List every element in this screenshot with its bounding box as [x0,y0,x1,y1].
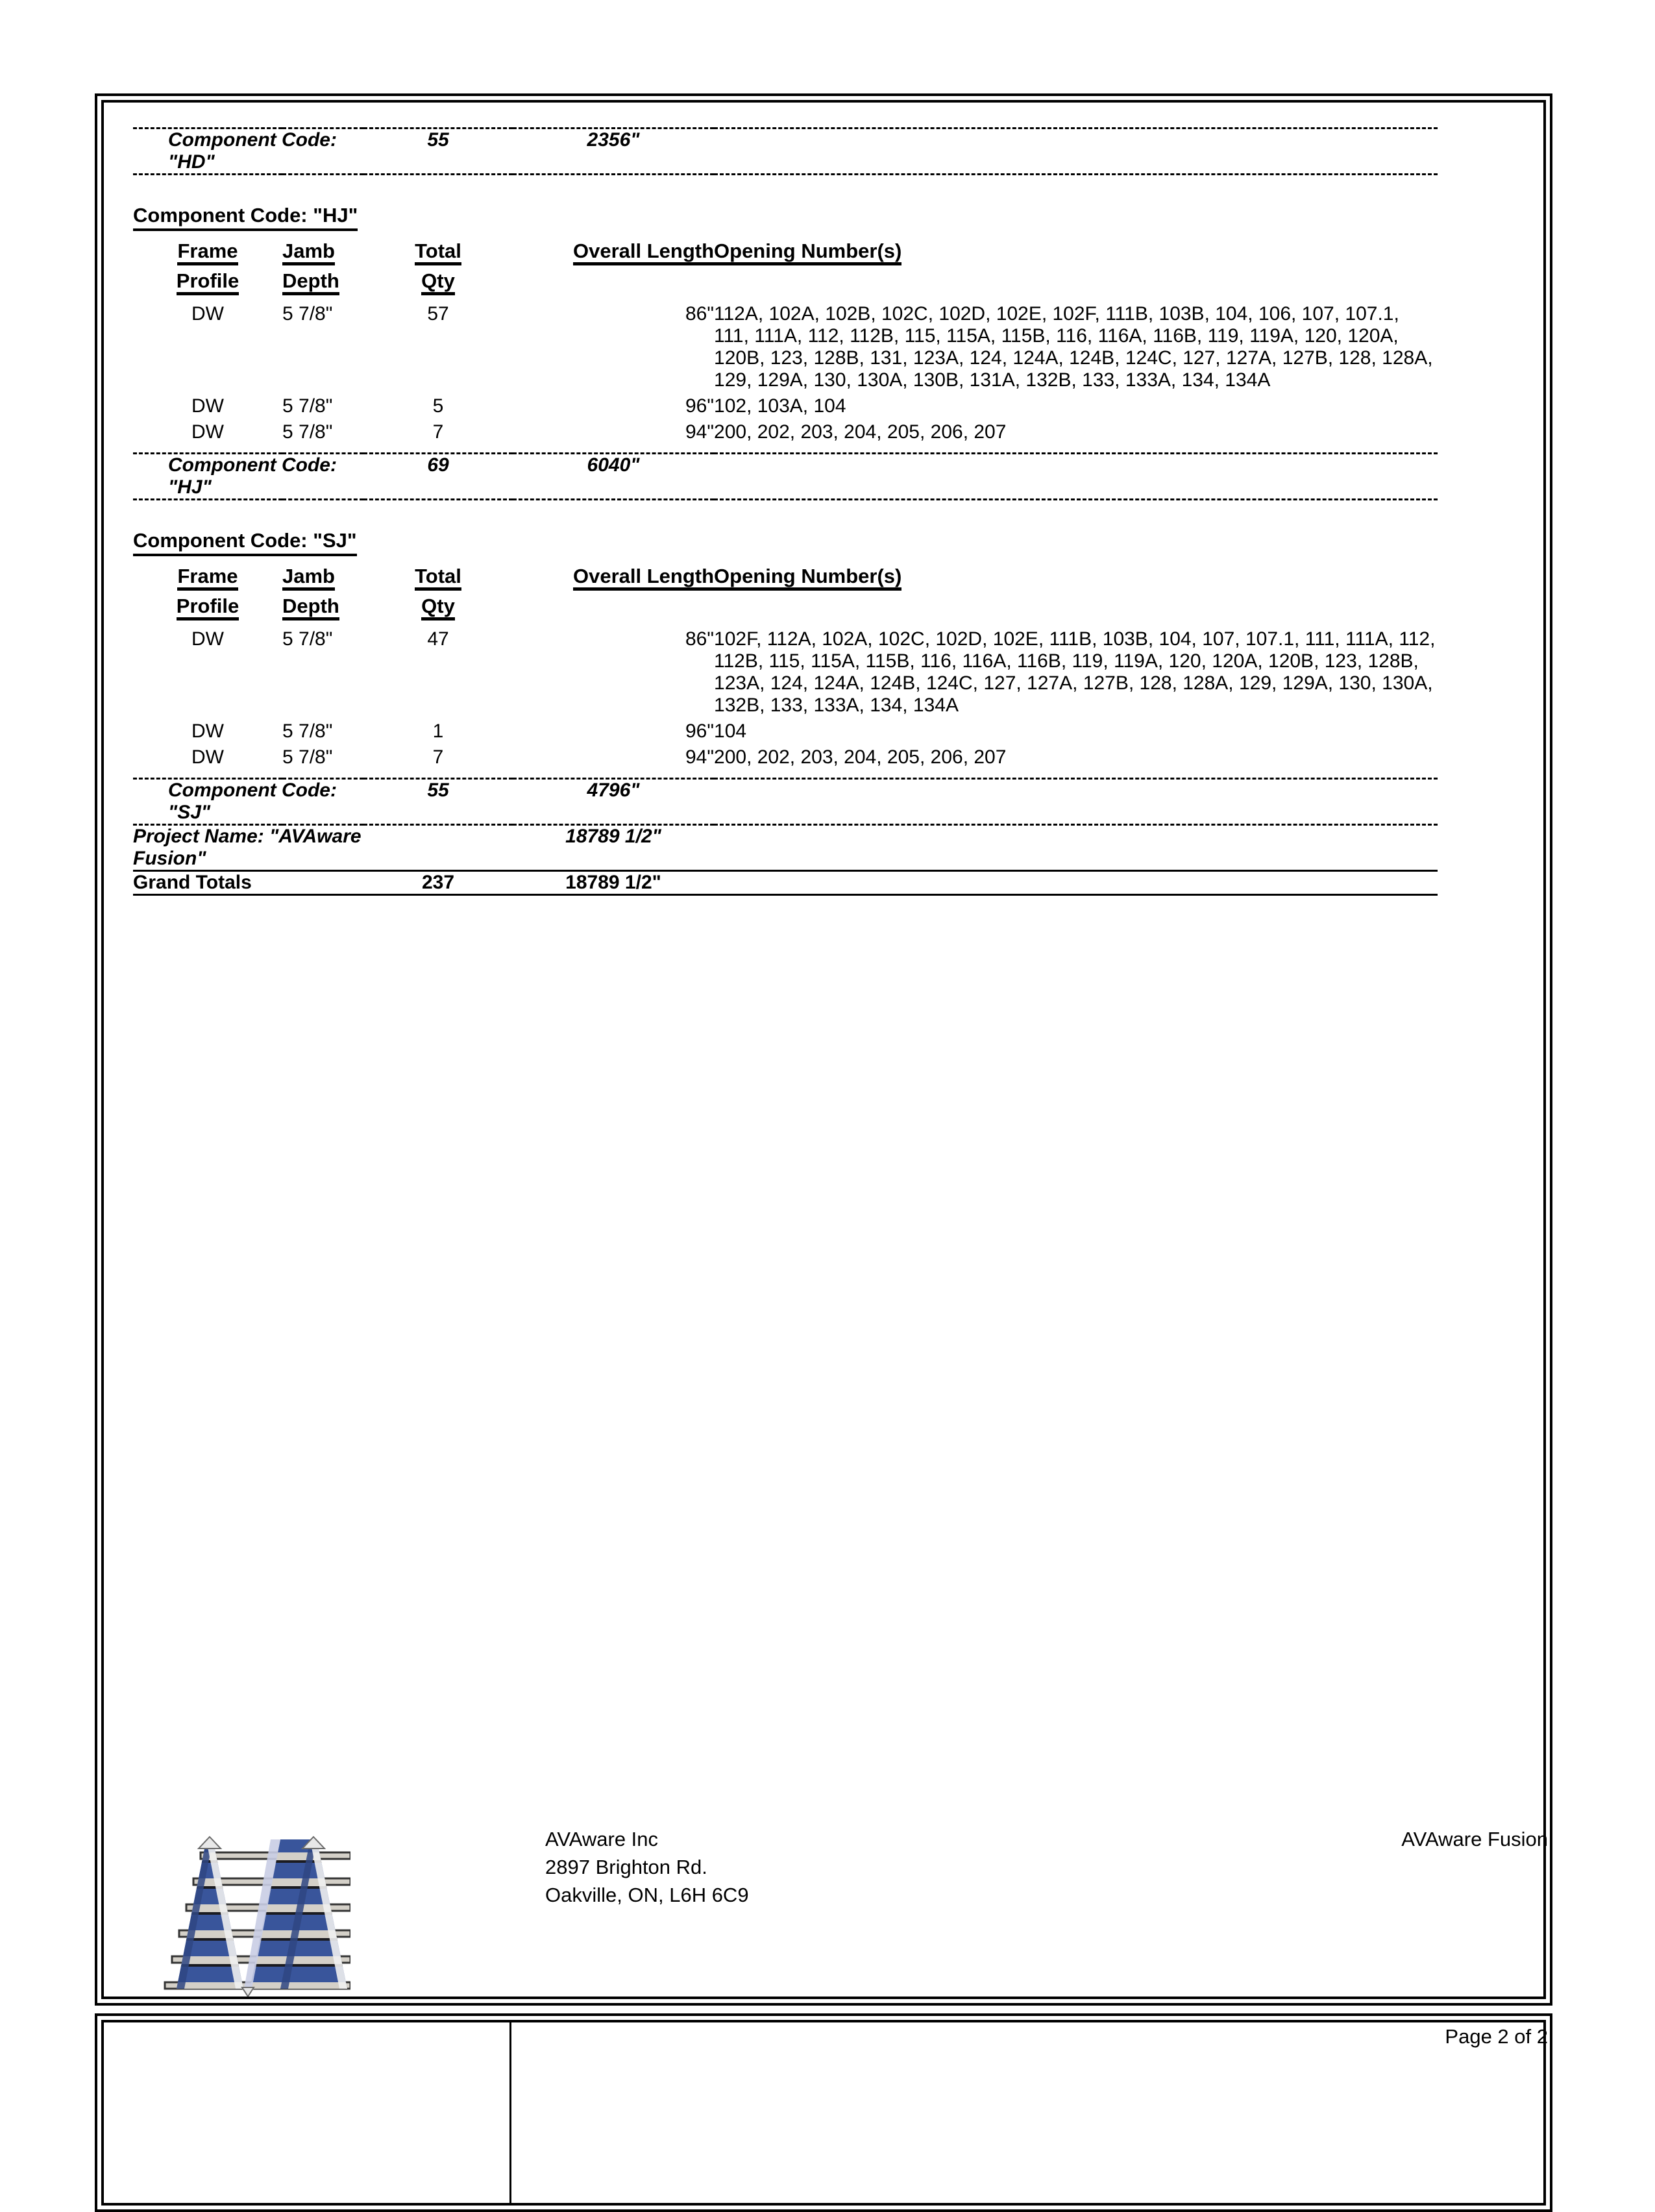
col-overall-length-hj: Overall Length [573,240,714,265]
cell-length: 86" [685,628,715,650]
cell-profile: DW [191,746,224,768]
page-number: Page 2 of 2 [1445,2025,1548,2048]
grand-totals-pad [714,871,1438,895]
project-total-pad [714,825,1438,871]
col-frame-hj: Frame [177,240,238,265]
project-total-row [133,825,1438,871]
col-profile-hj: Profile [177,270,239,295]
cell-profile: DW [191,421,224,443]
subtotal-qty-hd: 55 [363,129,513,175]
col-frame-sj: Frame [177,565,238,591]
cell-depth: 5 7/8" [282,421,333,443]
subtotal-qty-sj: 55 [363,779,513,825]
col-profile-sj: Profile [177,595,239,621]
col-overall-length-sj: Overall Length [573,565,714,591]
cell-length: 94" [685,421,715,443]
cell-depth: 5 7/8" [282,628,333,650]
table-row [133,417,1438,443]
cell-openings: 200, 202, 203, 204, 205, 206, 207 [714,421,1007,443]
cell-depth: 5 7/8" [282,720,333,742]
cell-openings: 104 [714,720,747,742]
col-depth-sj: Depth [282,595,339,621]
table-row [133,299,1438,391]
column-header-row-2-hj [133,265,1438,299]
grand-totals-qty: 237 [363,871,513,895]
column-header-row-1-hj [133,231,1438,265]
cell-openings: 200, 202, 203, 204, 205, 206, 207 [714,746,1007,768]
cell-depth: 5 7/8" [282,395,333,417]
subtotal-label-hd: Component Code: "HD" [133,129,363,175]
cell-qty: 7 [432,746,444,768]
column-header-row-2-sj [133,591,1438,624]
cell-openings: 102F, 112A, 102A, 102C, 102D, 102E, 111B, 103B, 104, 107, 107.1, 111, 111A, 112, 112B, 115, 115A, 115B, 116, 116A, 116B, 119, 119A, 120, 120A, 120B, 123, 128B, 123A, 124, 124A, 124B, 124C, 127, 127A, 127B, 128, 128A, 129, 129A, 130, 130A, 132B, 133, 133A, 134, 134A [714,628,1436,716]
cell-qty: 7 [432,421,444,443]
col-jamb-hj: Jamb [282,240,335,265]
col-qty-sj: Qty [421,595,455,621]
cell-length: 86" [685,303,715,325]
group-header-hj: Component Code: "HJ" [133,204,358,231]
subtotal-length-hj: 6040" [513,454,714,500]
footer-street: 2897 Brighton Rd. [545,1856,707,1878]
group-header-row-hj [133,204,1438,231]
grand-totals-label: Grand Totals [133,871,363,895]
cell-profile: DW [191,303,224,325]
report-table [133,127,1438,896]
spacer [133,175,1438,204]
subtotal-label-sj: Component Code: "SJ" [133,779,363,825]
subtotal-row-hd [133,129,1438,175]
subtotal-pad-hd [714,129,1438,175]
cell-length: 96" [685,720,715,742]
cell-length: 94" [685,746,715,768]
col-qty-hj: Qty [421,270,455,295]
cell-depth: 5 7/8" [282,746,333,768]
project-total-length: 18789 1/2" [513,825,714,871]
footer-border-inner [101,2020,1546,2206]
col-depth-hj: Depth [282,270,339,295]
subtotal-row-sj [133,779,1438,825]
subtotal-length-sj: 4796" [513,779,714,825]
table-row [133,391,1438,417]
table-row [133,743,1438,768]
footer-company-address [545,1825,749,1909]
table-row [133,624,1438,717]
footer-border-outer [95,2013,1552,2212]
grand-totals-row [133,871,1438,895]
footer-column-divider [509,2020,511,2206]
subtotal-qty-hj: 69 [363,454,513,500]
subtotal-length-hd: 2356" [513,129,714,175]
col-total-hj: Total [415,240,461,265]
subtotal-pad-hj [714,454,1438,500]
cell-profile: DW [191,720,224,742]
subtotal-pad-sj [714,779,1438,825]
cell-qty: 5 [432,395,444,417]
subtotal-row-hj [133,454,1438,500]
col-jamb-sj: Jamb [282,565,335,591]
spacer [133,500,1438,530]
grand-totals-length: 18789 1/2" [513,871,714,895]
group-header-row-sj [133,529,1438,556]
cell-qty: 57 [427,303,449,325]
col-opening-numbers-sj: Opening Number(s) [714,565,901,591]
cell-qty: 47 [427,628,449,650]
col-total-sj: Total [415,565,461,591]
subtotal-label-hj: Component Code: "HJ" [133,454,363,500]
spacer [133,443,1438,454]
cell-openings: 102, 103A, 104 [714,395,846,417]
cell-qty: 1 [432,720,444,742]
footer-company-name: AVAware Inc [545,1828,659,1850]
footer-product-name: AVAware Fusion [1401,1828,1548,1850]
column-header-row-1-sj [133,556,1438,591]
avaware-ava-logo [136,1834,350,1997]
cell-profile: DW [191,628,224,650]
table-row [133,717,1438,743]
footer-city: Oakville, ON, L6H 6C9 [545,1884,749,1906]
cell-length: 96" [685,395,715,417]
component-report-table [133,127,1438,896]
cell-openings: 112A, 102A, 102B, 102C, 102D, 102E, 102F, 111B, 103B, 104, 106, 107, 107.1, 111, 111A, 112, 112B, 115, 115A, 115B, 116, 116A, 116B, 119, 119A, 120, 120A, 120B, 123, 128B, 131, 123A, 124, 124A, 124B, 124C, 127, 127A, 127B, 128, 128A, 129, 129A, 130, 130A, 130B, 131A, 132B, 133, 133A, 134, 134A [714,303,1433,391]
group-header-sj: Component Code: "SJ" [133,529,357,556]
spacer [133,768,1438,779]
col-opening-numbers-hj: Opening Number(s) [714,240,901,265]
project-total-qty [363,825,513,871]
cell-depth: 5 7/8" [282,303,333,325]
project-name-label: Project Name: "AVAware Fusion" [133,825,363,871]
cell-profile: DW [191,395,224,417]
